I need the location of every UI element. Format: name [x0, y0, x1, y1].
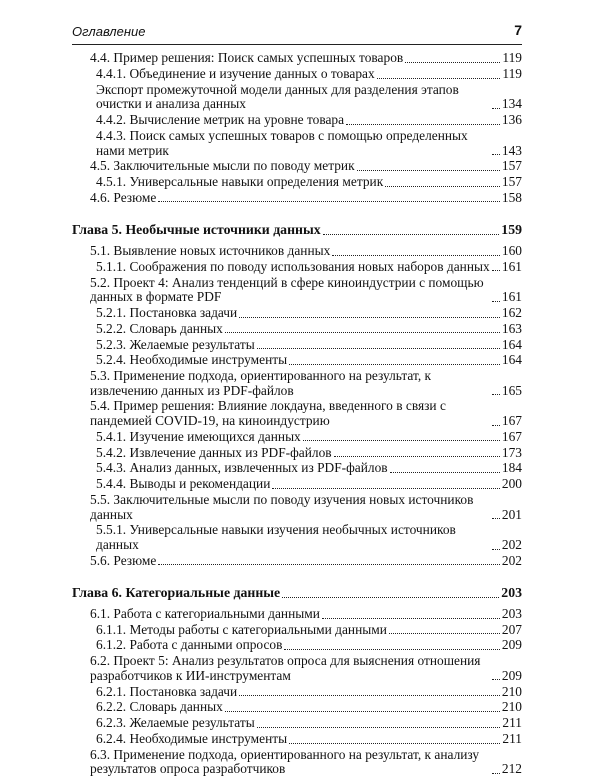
toc-entry-title: 5.2.3. Желаемые результаты	[96, 336, 255, 352]
dot-leader	[377, 78, 501, 79]
toc-entry-title: 5.2.4. Необходимые инструменты	[96, 352, 288, 368]
toc-entry-title: 5.2. Проект 4: Анализ тенденций в сфере киноиндустрии с помощью данных в формате PDF	[90, 274, 484, 305]
toc-entry-title: 5.5. Заключительные мысли по поводу изучения новых источников данных	[90, 491, 474, 522]
toc-entry-title: 4.6. Резюме	[90, 189, 157, 205]
toc-entry[interactable]	[72, 83, 522, 112]
toc-entry-title: 4.5.1. Универсальные навыки определения метрик	[96, 174, 384, 190]
toc-entry-title: 6.2. Проект 5: Анализ результатов опроса для выяснения отношения разработчиков к ИИ-инструментам	[90, 653, 481, 683]
toc-entry-page: 157	[501, 158, 522, 174]
toc-entry-title: 5.4. Пример решения: Влияние локдауна, введенного в связи с пандемией COVID-19, на киноиндустрию	[90, 398, 446, 429]
toc-entry-title: 6.2.4. Необходимые инструменты	[96, 730, 288, 746]
toc-entry[interactable]	[72, 700, 522, 715]
toc-entry-title: 6.3. Применение подхода, ориентированного на результат, к анализу результатов опроса разработчиков	[90, 746, 480, 777]
toc-entry-page: 173	[501, 444, 522, 460]
toc-entry-page: 210	[501, 683, 522, 699]
toc-entry-page: 201	[501, 506, 522, 522]
dot-leader	[492, 270, 500, 271]
toc-entry-page: 143	[501, 142, 522, 158]
toc-entry-title: 5.4.4. Выводы и рекомендации	[96, 476, 271, 492]
toc-entry-title: 5.4.3. Анализ данных, извлеченных из PDF-файлов	[96, 460, 388, 476]
toc-entry[interactable]	[72, 276, 522, 305]
toc-entry[interactable]	[72, 523, 522, 552]
toc-entry-title: Глава 5. Необычные источники данных	[72, 222, 321, 238]
toc-entry[interactable]	[72, 399, 522, 428]
toc-entry[interactable]	[72, 338, 522, 353]
toc-entry-title: 5.2.2. Словарь данных	[96, 320, 223, 336]
toc-entry[interactable]	[72, 129, 522, 158]
dot-leader	[284, 649, 499, 650]
dot-leader	[158, 564, 500, 565]
toc-entry[interactable]	[72, 353, 522, 368]
toc-entry[interactable]	[72, 51, 522, 66]
toc-entry-page: 167	[501, 413, 522, 429]
toc-entry-page: 157	[501, 174, 522, 190]
dot-leader	[405, 62, 500, 63]
toc-entry[interactable]	[72, 732, 522, 747]
toc-entry[interactable]	[72, 191, 522, 206]
toc-entry-page: 158	[501, 189, 522, 205]
toc-entry-page: 202	[501, 552, 522, 568]
toc-entry-page: 203	[501, 605, 522, 621]
toc-entry[interactable]	[72, 369, 522, 398]
dot-leader	[492, 425, 500, 426]
toc-entry-title: 5.2.1. Постановка задачи	[96, 304, 238, 320]
toc-entry[interactable]	[72, 159, 522, 174]
toc-entry-title: Глава 6. Категориальные данные	[72, 585, 281, 601]
toc-entry-title: 4.4.1. Объединение и изучение данных о товарах	[96, 65, 375, 81]
toc-entry-title: 6.2.3. Желаемые результаты	[96, 715, 255, 731]
dot-leader	[158, 201, 500, 202]
toc-entry-page: 209	[501, 637, 522, 653]
dot-leader	[492, 549, 500, 550]
toc-entry-page: 202	[501, 536, 522, 552]
dot-leader	[385, 186, 500, 187]
toc-entry-page: 211	[502, 730, 522, 746]
dot-leader	[492, 773, 500, 774]
dot-leader	[257, 727, 501, 728]
toc-entry-title: 5.1. Выявление новых источников данных	[90, 243, 331, 259]
toc-entry-page: 162	[501, 304, 522, 320]
toc-entry[interactable]	[72, 623, 522, 638]
dot-leader	[225, 332, 500, 333]
toc-entry-title: 4.4. Пример решения: Поиск самых успешных товаров	[90, 50, 404, 66]
dot-leader	[357, 170, 500, 171]
dot-leader	[239, 317, 500, 318]
running-header	[72, 20, 522, 45]
toc-entry-page: 119	[502, 65, 522, 81]
page-number: 7	[514, 22, 522, 38]
toc-entry-title: 5.5.1. Универсальные навыки изучения необычных источников данных	[96, 522, 456, 552]
toc-entry-page: 167	[501, 428, 522, 444]
dot-leader	[332, 255, 500, 256]
dot-leader	[322, 618, 500, 619]
dot-leader	[492, 518, 500, 519]
toc-entry[interactable]	[72, 477, 522, 492]
toc-entry-page: 163	[501, 320, 522, 336]
toc-entry[interactable]	[72, 67, 522, 82]
toc-entry-page: 134	[501, 96, 522, 112]
toc-entry-page: 211	[502, 715, 522, 731]
dot-leader	[492, 154, 500, 155]
dot-leader	[492, 394, 500, 395]
header-title: Оглавление	[72, 24, 146, 39]
toc-entry[interactable]	[72, 322, 522, 337]
dot-leader	[492, 301, 500, 302]
toc-entry-title: 4.4.3. Поиск самых успешных товаров с помощью определенных нами метрик	[96, 127, 468, 158]
toc-entry[interactable]	[72, 113, 522, 128]
toc-entry-title: 6.1.2. Работа с данными опросов	[96, 637, 283, 653]
toc-entry-title: 4.5. Заключительные мысли по поводу метрик	[90, 158, 355, 174]
dot-leader	[390, 472, 500, 473]
toc-entry-page: 212	[501, 761, 522, 777]
toc-entry-title: 5.3. Применение подхода, ориентированного на результат, к извлечению данных из PDF-файлов	[90, 368, 432, 398]
toc-entry-page: 161	[501, 258, 522, 274]
toc-entry[interactable]	[72, 175, 522, 190]
toc-entry[interactable]	[72, 685, 522, 700]
toc-entry-title: 5.4.1. Изучение имеющихся данных	[96, 428, 301, 444]
dot-leader	[289, 743, 500, 744]
toc-entry-title: 6.2.1. Постановка задачи	[96, 683, 238, 699]
toc-entry-title: 4.4.2. Вычисление метрик на уровне товара	[96, 112, 345, 128]
toc-entry-title: 6.2.2. Словарь данных	[96, 699, 223, 715]
toc-entry-page: 165	[501, 382, 522, 398]
dot-leader	[389, 633, 500, 634]
table-of-contents	[72, 50, 522, 777]
toc-entry-title: 6.1.1. Методы работы с категориальными данными	[96, 621, 387, 637]
toc-entry[interactable]	[72, 446, 522, 461]
dot-leader	[289, 364, 500, 365]
toc-entry-title: 6.1. Работа с категориальными данными	[90, 605, 320, 621]
toc-chapter-entry[interactable]	[72, 586, 522, 601]
dot-leader	[282, 597, 499, 598]
toc-entry[interactable]	[72, 493, 522, 522]
dot-leader	[303, 440, 500, 441]
toc-entry[interactable]	[72, 654, 522, 683]
dot-leader	[346, 124, 500, 125]
toc-chapter-entry[interactable]	[72, 223, 522, 238]
toc-entry-page: 159	[501, 222, 522, 238]
toc-entry[interactable]	[72, 430, 522, 445]
toc-entry[interactable]	[72, 554, 522, 569]
dot-leader	[492, 108, 500, 109]
toc-entry-page: 164	[501, 352, 522, 368]
toc-entry-page: 136	[501, 112, 522, 128]
toc-entry-page: 200	[501, 476, 522, 492]
dot-leader	[492, 679, 500, 680]
dot-leader	[323, 234, 500, 235]
toc-entry[interactable]	[72, 716, 522, 731]
dot-leader	[257, 348, 500, 349]
toc-entry[interactable]	[72, 244, 522, 259]
toc-entry-page: 209	[501, 667, 522, 683]
toc-entry-page: 161	[501, 289, 522, 305]
dot-leader	[225, 711, 500, 712]
toc-entry[interactable]	[72, 607, 522, 622]
toc-entry-page: 164	[501, 336, 522, 352]
dot-leader	[334, 456, 500, 457]
toc-entry[interactable]	[72, 461, 522, 476]
toc-entry-page: 210	[501, 699, 522, 715]
dot-leader	[239, 695, 500, 696]
toc-entry[interactable]	[72, 638, 522, 653]
toc-entry-title: 5.4.2. Извлечение данных из PDF-файлов	[96, 444, 332, 460]
toc-entry[interactable]	[72, 306, 522, 321]
toc-entry-title: Экспорт промежуточной модели данных для разделения этапов очистки и анализа данных	[96, 81, 459, 112]
toc-entry-page: 160	[501, 243, 522, 259]
toc-entry-page: 184	[501, 460, 522, 476]
toc-entry[interactable]	[72, 748, 522, 777]
toc-entry-page: 203	[501, 585, 522, 601]
toc-entry[interactable]	[72, 260, 522, 275]
dot-leader	[272, 488, 500, 489]
toc-entry-page: 119	[502, 50, 522, 66]
toc-entry-page: 207	[501, 621, 522, 637]
toc-entry-title: 5.6. Резюме	[90, 552, 157, 568]
toc-entry-title: 5.1.1. Соображения по поводу использования новых наборов данных	[96, 258, 490, 274]
